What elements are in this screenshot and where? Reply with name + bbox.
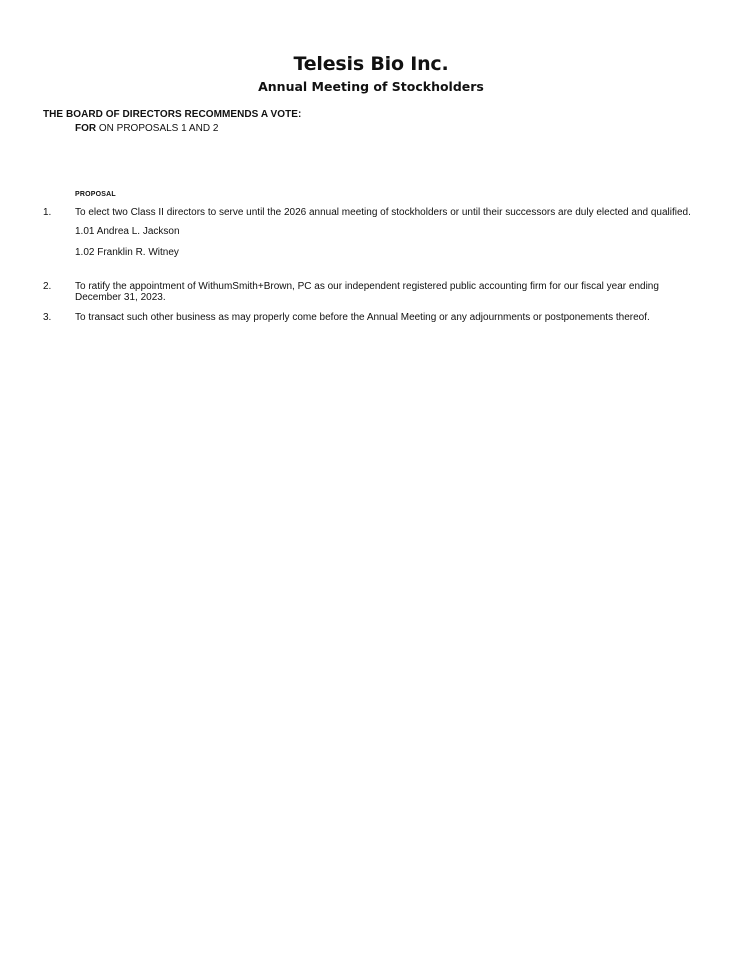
board-recommendation-heading: THE BOARD OF DIRECTORS RECOMMENDS A VOTE:: [43, 109, 302, 120]
proposal-column-header: PROPOSAL: [75, 191, 116, 198]
proposal-3-number: 3.: [43, 312, 52, 323]
nominee-1-01: 1.01 Andrea L. Jackson: [75, 226, 180, 237]
vote-scope-label: ON PROPOSALS 1 AND 2: [96, 123, 219, 134]
company-title: Telesis Bio Inc.: [293, 53, 449, 75]
nominee-1-02: 1.02 Franklin R. Witney: [75, 247, 179, 258]
proposal-2-text: To ratify the appointment of WithumSmith+Brown, PC as our independent registered public accounting firm for our fiscal year ending December 31, 2023.: [75, 281, 659, 303]
proposal-1-number: 1.: [43, 207, 52, 218]
proposal-3-text: To transact such other business as may properly come before the Annual Meeting or any adjournments or postponements thereof.: [75, 312, 650, 323]
meeting-title: Annual Meeting of Stockholders: [258, 79, 484, 94]
vote-for-label: FOR: [75, 123, 97, 134]
proposal-1-text: To elect two Class II directors to serve until the 2026 annual meeting of stockholders or until their successors are duly elected and qualified.: [75, 207, 691, 218]
vote-recommendation-line: [75, 122, 218, 136]
proposal-2-number: 2.: [43, 281, 52, 292]
